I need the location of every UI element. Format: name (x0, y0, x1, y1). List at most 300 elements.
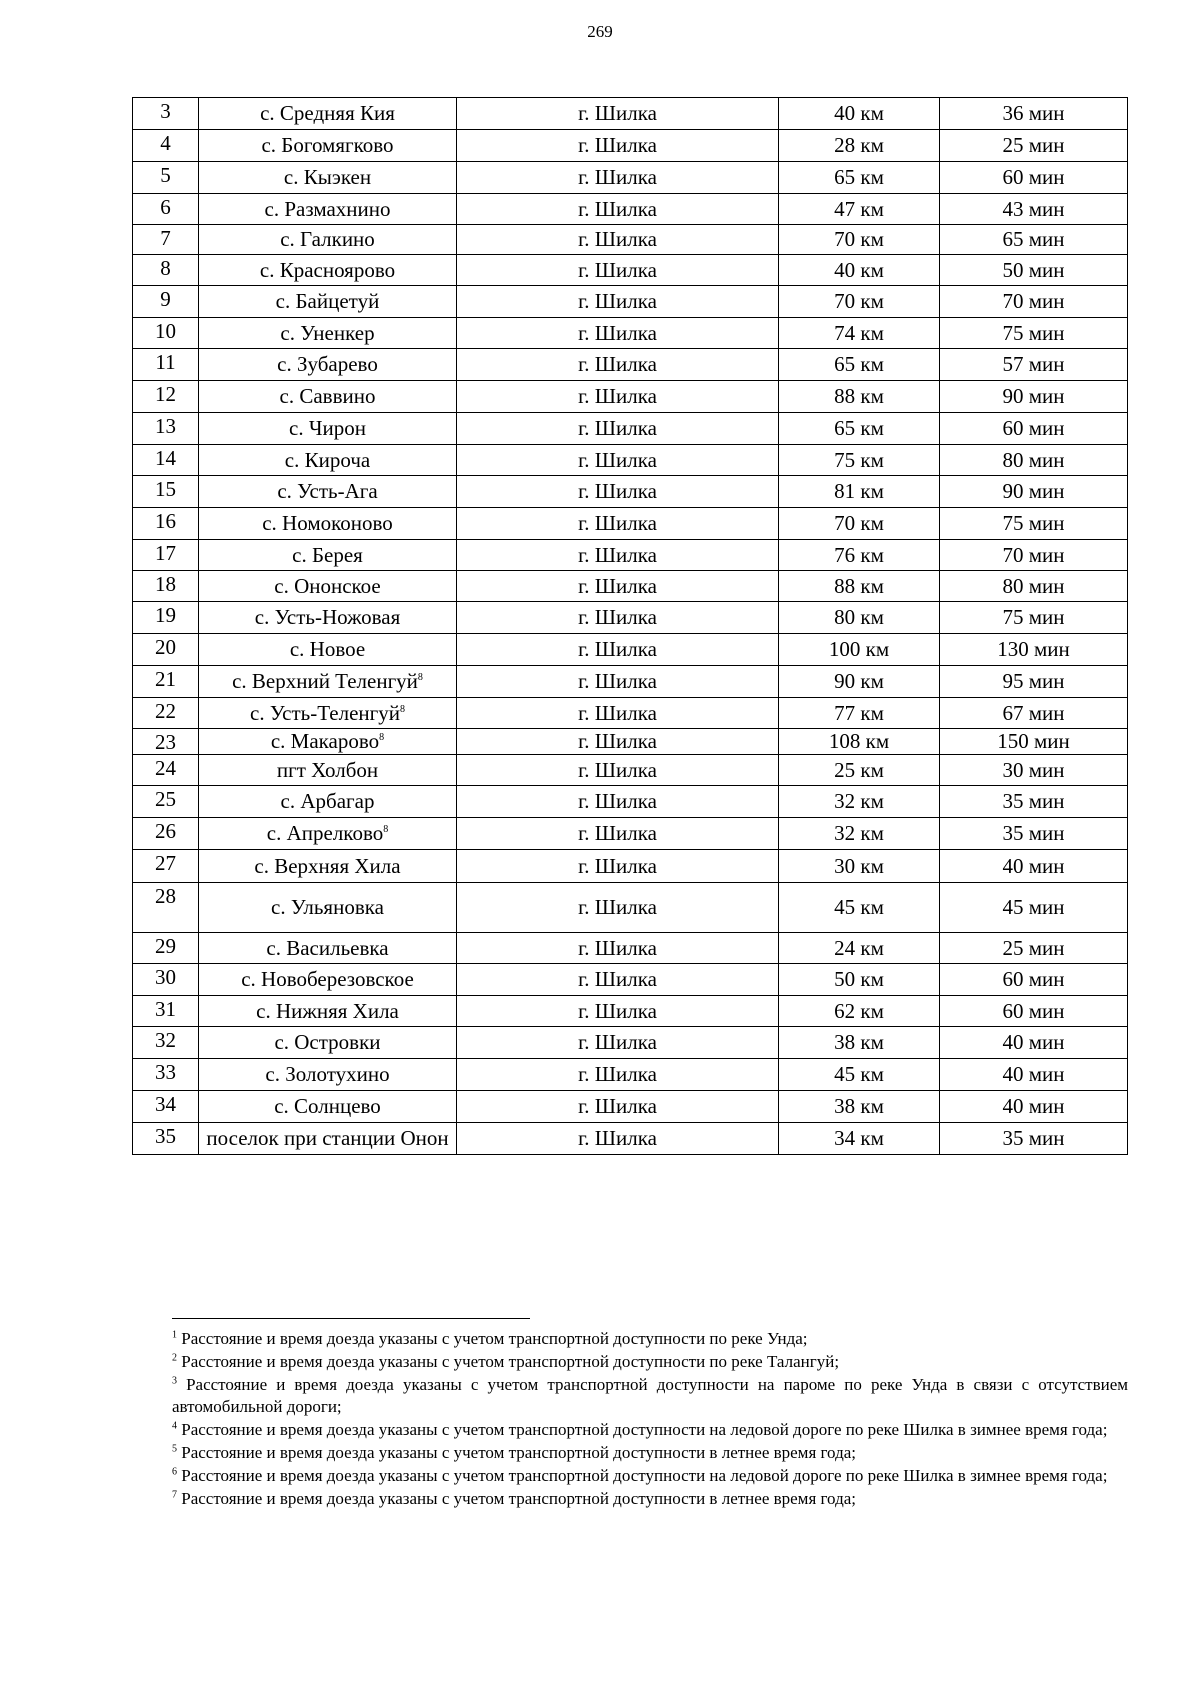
destination-cell-text: г. Шилка (578, 998, 657, 1023)
distance-cell-text: 34 км (834, 1126, 884, 1150)
settlement-cell-text: с. Байцетуй (275, 289, 380, 313)
row-number-cell (133, 194, 199, 225)
row-number-cell (133, 666, 199, 698)
settlement-cell (199, 445, 457, 476)
settlement-cell-text: с. Нижняя Хила (256, 998, 399, 1023)
distance-cell (779, 476, 940, 508)
distance-cell (779, 162, 940, 194)
destination-cell (457, 850, 779, 883)
settlement-cell (199, 508, 457, 540)
settlement-cell-text: с. Усть-Ага (277, 479, 378, 503)
travel-time-cell-text: 43 мин (1002, 196, 1065, 221)
distance-cell-text: 70 км (834, 289, 884, 313)
distance-cell (779, 194, 940, 225)
settlement-cell-text: пгт Холбон (276, 757, 379, 782)
table-row (133, 850, 1128, 883)
distance-cell (779, 964, 940, 996)
row-number-cell (133, 540, 199, 571)
destination-cell (457, 964, 779, 996)
travel-time-cell (940, 729, 1128, 755)
footnote-mark: 5 (172, 1443, 177, 1455)
settlement-cell (199, 996, 457, 1027)
table-row (133, 996, 1128, 1027)
distance-cell-text: 28 км (834, 133, 884, 157)
travel-time-cell-text: 35 мин (1002, 1126, 1065, 1150)
settlement-cell (199, 818, 457, 850)
settlement-cell-text: с. Арбагар (280, 789, 375, 813)
footnote-reference: 8 (379, 732, 385, 743)
travel-time-cell (940, 1059, 1128, 1091)
row-number-cell-text: 23 (155, 730, 176, 754)
row-number-cell-text: 22 (155, 699, 176, 723)
distance-cell (779, 508, 940, 540)
distance-cell-text: 47 км (834, 196, 884, 221)
row-number-cell (133, 729, 199, 755)
distance-cell-text: 45 км (834, 895, 884, 919)
travel-time-cell (940, 381, 1128, 413)
destination-cell-text: г. Шилка (578, 700, 657, 725)
row-number-cell (133, 850, 199, 883)
destination-cell (457, 818, 779, 850)
settlement-cell (199, 413, 457, 445)
distance-cell-text: 77 км (834, 700, 884, 725)
distance-cell (779, 540, 940, 571)
settlement-cell-text: с. Зубарево (277, 352, 378, 376)
footnote-mark: 2 (172, 1352, 177, 1364)
settlement-cell-text: с. Ульяновка (271, 895, 384, 919)
table-row (133, 476, 1128, 508)
distance-cell (779, 666, 940, 698)
distance-cell (779, 445, 940, 476)
distance-cell-text: 80 км (834, 605, 884, 629)
row-number-cell-text: 26 (155, 819, 176, 843)
distance-cell-text: 30 км (834, 853, 884, 878)
travel-time-cell (940, 413, 1128, 445)
settlement-cell (199, 850, 457, 883)
destination-cell-text: г. Шилка (578, 257, 657, 282)
footnote-text: Расстояние и время доезда указаны с учетом транспортной доступности в летнее время года; (181, 1443, 856, 1462)
distance-cell (779, 1123, 940, 1155)
table-row (133, 786, 1128, 818)
row-number-cell (133, 996, 199, 1027)
destination-cell (457, 698, 779, 729)
destination-cell-text: г. Шилка (578, 352, 657, 376)
table-row (133, 1091, 1128, 1123)
row-number-cell (133, 571, 199, 602)
destination-cell (457, 1059, 779, 1091)
settlement-cell-text: с. Галкино (280, 227, 375, 251)
row-number-cell-text: 34 (155, 1092, 176, 1116)
distance-cell-text: 75 км (834, 447, 884, 472)
settlement-cell-text: с. Кыэкен (283, 165, 372, 189)
destination-cell-text: г. Шилка (578, 101, 657, 125)
distance-cell-text: 65 км (834, 352, 884, 376)
table-row (133, 255, 1128, 286)
row-number-cell-text: 25 (155, 787, 176, 811)
row-number-cell-text: 30 (155, 965, 176, 989)
destination-cell (457, 476, 779, 508)
destination-cell-text: г. Шилка (578, 196, 657, 221)
destination-cell (457, 1091, 779, 1123)
row-number-cell-text: 7 (160, 226, 171, 250)
travel-time-cell-text: 25 мин (1002, 133, 1065, 157)
destination-cell (457, 318, 779, 349)
destination-cell-text: г. Шилка (578, 729, 657, 753)
distance-cell (779, 698, 940, 729)
destination-cell (457, 786, 779, 818)
destination-cell-text: г. Шилка (578, 821, 657, 845)
destination-cell (457, 1123, 779, 1155)
row-number-cell (133, 381, 199, 413)
travel-time-cell-text: 40 мин (1002, 853, 1065, 878)
row-number-cell-text: 6 (160, 195, 171, 219)
travel-time-cell-text: 65 мин (1002, 227, 1065, 251)
destination-cell-text: г. Шилка (578, 1062, 657, 1086)
settlement-cell-text: с. Берея (292, 542, 363, 567)
distance-cell (779, 996, 940, 1027)
settlement-cell (199, 729, 457, 755)
destination-cell (457, 286, 779, 318)
distance-cell-text: 50 км (834, 967, 884, 991)
distance-cell-text: 108 км (828, 729, 890, 753)
footnote-mark: 6 (172, 1466, 177, 1478)
distance-cell (779, 818, 940, 850)
row-number-cell-text: 28 (155, 884, 176, 908)
row-number-cell-text: 12 (155, 382, 176, 406)
settlement-cell (199, 318, 457, 349)
travel-time-cell (940, 445, 1128, 476)
row-number-cell (133, 476, 199, 508)
settlement-cell-text: с. Уненкер (280, 320, 375, 345)
table-row (133, 540, 1128, 571)
distance-cell (779, 1027, 940, 1059)
row-number-cell (133, 445, 199, 476)
footnote-item (172, 1442, 1128, 1464)
travel-time-cell-text: 60 мин (1002, 416, 1065, 440)
distance-cell-text: 100 км (828, 637, 890, 661)
settlement-cell (199, 755, 457, 786)
travel-time-cell (940, 571, 1128, 602)
row-number-cell (133, 698, 199, 729)
distance-cell-text: 24 км (834, 935, 884, 960)
row-number-cell-text: 13 (155, 414, 176, 438)
settlement-cell (199, 194, 457, 225)
travel-time-cell (940, 318, 1128, 349)
row-number-cell (133, 286, 199, 318)
footnote-item (172, 1328, 1128, 1350)
distance-cell-text: 45 км (834, 1062, 884, 1086)
settlement-cell-text: с. Номоконово (262, 511, 393, 535)
destination-cell-text: г. Шилка (578, 165, 657, 189)
settlement-cell-text: с. Кироча (284, 447, 371, 472)
table-row (133, 1059, 1128, 1091)
settlement-cell-text: с. Новоберезовское (241, 967, 414, 991)
footnotes (172, 1328, 1128, 1511)
settlement-cell-text: с. Золотухино (265, 1062, 390, 1086)
distance-cell-text: 88 км (834, 573, 884, 598)
table-row (133, 130, 1128, 162)
footnote-mark: 4 (172, 1420, 177, 1432)
row-number-cell-text: 9 (160, 287, 171, 311)
settlement-cell (199, 1123, 457, 1155)
travel-time-cell-text: 35 мин (1002, 821, 1065, 845)
travel-time-cell (940, 786, 1128, 818)
travel-time-cell-text: 90 мин (1002, 384, 1065, 408)
destination-cell (457, 194, 779, 225)
footnote-reference: 8 (417, 672, 423, 683)
destination-cell-text: г. Шилка (578, 227, 657, 251)
row-number-cell-text: 24 (155, 756, 176, 780)
row-number-cell (133, 225, 199, 255)
settlement-cell (199, 883, 457, 933)
distance-cell (779, 286, 940, 318)
travel-time-cell-text: 40 мин (1002, 1094, 1065, 1118)
row-number-cell (133, 1123, 199, 1155)
destination-cell (457, 445, 779, 476)
table-row (133, 698, 1128, 729)
settlement-cell (199, 786, 457, 818)
footnote-mark: 1 (172, 1329, 177, 1341)
row-number-cell-text: 33 (155, 1060, 176, 1084)
row-number-cell (133, 883, 199, 933)
distance-cell-text: 25 км (834, 757, 884, 782)
settlement-cell (199, 98, 457, 130)
settlement-cell (199, 286, 457, 318)
settlement-cell-text: с. Чирон (289, 416, 366, 440)
row-number-cell-text: 19 (155, 603, 176, 627)
row-number-cell-text: 18 (155, 572, 176, 596)
table-row (133, 445, 1128, 476)
distance-cell-text: 70 км (834, 227, 884, 251)
distance-cell-text: 65 км (834, 416, 884, 440)
destination-cell-text: г. Шилка (578, 637, 657, 661)
destination-cell-text: г. Шилка (578, 853, 657, 878)
distance-cell-text: 81 км (834, 479, 884, 503)
row-number-cell (133, 1091, 199, 1123)
settlement-cell-text: с. Верхний Теленгуй (232, 669, 418, 693)
distance-cell (779, 413, 940, 445)
row-number-cell (133, 933, 199, 964)
destination-cell-text: г. Шилка (578, 133, 657, 157)
row-number-cell (133, 1059, 199, 1091)
settlement-cell (199, 1059, 457, 1091)
destination-cell (457, 162, 779, 194)
distance-cell-text: 62 км (834, 998, 884, 1023)
destination-cell-text: г. Шилка (578, 789, 657, 813)
destination-cell (457, 413, 779, 445)
row-number-cell (133, 162, 199, 194)
destination-cell-text: г. Шилка (578, 573, 657, 598)
settlement-cell (199, 933, 457, 964)
settlement-cell-text: с. Ононское (274, 573, 381, 598)
table-row (133, 225, 1128, 255)
destination-cell-text: г. Шилка (578, 289, 657, 313)
table-row (133, 602, 1128, 634)
destination-cell (457, 602, 779, 634)
footnote-item (172, 1419, 1128, 1441)
row-number-cell-text: 8 (160, 256, 171, 280)
row-number-cell-text: 14 (155, 446, 176, 470)
travel-time-cell (940, 698, 1128, 729)
destination-cell (457, 349, 779, 381)
settlement-cell-text: с. Островки (274, 1030, 381, 1054)
travel-time-cell-text: 60 мин (1002, 998, 1065, 1023)
destination-cell (457, 883, 779, 933)
row-number-cell-text: 29 (155, 934, 176, 958)
distance-cell-text: 40 км (834, 101, 884, 125)
destination-cell-text: г. Шилка (578, 1030, 657, 1054)
row-number-cell (133, 130, 199, 162)
destination-cell-text: г. Шилка (578, 757, 657, 782)
destination-cell-text: г. Шилка (578, 320, 657, 345)
settlement-cell-text: с. Макарово (270, 729, 380, 753)
row-number-cell-text: 35 (155, 1124, 176, 1148)
distance-cell (779, 318, 940, 349)
travel-time-cell (940, 349, 1128, 381)
travel-time-cell (940, 1123, 1128, 1155)
settlement-cell-text: с. Размахнино (264, 196, 391, 221)
travel-time-cell (940, 476, 1128, 508)
distance-cell-text: 76 км (834, 542, 884, 567)
settlement-cell-text: с. Васильевка (266, 935, 389, 960)
settlement-cell (199, 1091, 457, 1123)
row-number-cell-text: 20 (155, 635, 176, 659)
distance-cell-text: 70 км (834, 511, 884, 535)
row-number-cell (133, 349, 199, 381)
table-row (133, 883, 1128, 933)
destination-cell (457, 634, 779, 666)
travel-time-cell-text: 90 мин (1002, 479, 1065, 503)
distance-cell-text: 88 км (834, 384, 884, 408)
travel-time-cell-text: 25 мин (1002, 935, 1065, 960)
travel-time-cell-text: 67 мин (1002, 700, 1065, 725)
destination-cell (457, 508, 779, 540)
footnote-separator (172, 1318, 530, 1319)
footnote-text: Расстояние и время доезда указаны с учетом транспортной доступности на пароме по реке Унда в связи с отсутствием автомобильной дороги; (172, 1375, 1129, 1416)
destination-cell-text: г. Шилка (578, 542, 657, 567)
table-row (133, 349, 1128, 381)
travel-time-cell (940, 255, 1128, 286)
table-row (133, 964, 1128, 996)
settlement-cell (199, 602, 457, 634)
distance-cell (779, 634, 940, 666)
destination-cell-text: г. Шилка (578, 935, 657, 960)
destination-cell (457, 1027, 779, 1059)
travel-time-cell (940, 225, 1128, 255)
row-number-cell (133, 255, 199, 286)
travel-time-cell-text: 80 мин (1002, 447, 1065, 472)
table-row (133, 508, 1128, 540)
table-row (133, 381, 1128, 413)
settlement-cell (199, 964, 457, 996)
travel-time-cell-text: 130 мин (997, 637, 1070, 661)
settlement-cell (199, 162, 457, 194)
distance-cell-text: 38 км (834, 1030, 884, 1054)
destination-cell-text: г. Шилка (578, 511, 657, 535)
distance-cell-text: 74 км (834, 320, 884, 345)
travel-time-cell (940, 540, 1128, 571)
settlement-cell-text: с. Усть-Теленгуй (250, 700, 400, 725)
settlement-cell (199, 349, 457, 381)
row-number-cell-text: 11 (155, 350, 176, 374)
footnote-reference: 8 (383, 824, 389, 835)
footnote-mark: 7 (172, 1489, 177, 1501)
row-number-cell-text: 4 (160, 131, 171, 155)
travel-time-cell-text: 36 мин (1002, 101, 1065, 125)
travel-time-cell-text: 45 мин (1002, 895, 1065, 919)
distance-table (132, 97, 1128, 1155)
travel-time-cell (940, 194, 1128, 225)
settlement-cell (199, 540, 457, 571)
footnote-text: Расстояние и время доезда указаны с учетом транспортной доступности на ледовой дороге по реке Шилка в зимнее время года; (181, 1420, 1108, 1439)
travel-time-cell-text: 30 мин (1002, 757, 1065, 782)
travel-time-cell-text: 95 мин (1002, 669, 1065, 693)
travel-time-cell-text: 40 мин (1002, 1030, 1065, 1054)
settlement-cell (199, 381, 457, 413)
table-row (133, 98, 1128, 130)
travel-time-cell-text: 50 мин (1002, 257, 1065, 282)
row-number-cell-text: 31 (155, 997, 176, 1021)
settlement-cell-text: с. Усть-Ножовая (254, 605, 401, 629)
settlement-cell-text: с. Новое (289, 637, 366, 661)
row-number-cell-text: 16 (155, 509, 176, 533)
row-number-cell-text: 5 (160, 163, 171, 187)
row-number-cell (133, 755, 199, 786)
settlement-cell (199, 698, 457, 729)
travel-time-cell (940, 666, 1128, 698)
settlement-cell-text: с. Богомягково (261, 133, 394, 157)
distance-cell-text: 32 км (834, 821, 884, 845)
row-number-cell-text: 10 (155, 319, 176, 343)
distance-cell-text: 90 км (834, 669, 884, 693)
travel-time-cell-text: 60 мин (1002, 165, 1065, 189)
distance-cell (779, 1091, 940, 1123)
destination-cell (457, 98, 779, 130)
travel-time-cell (940, 850, 1128, 883)
settlement-cell (199, 225, 457, 255)
page-number: 269 (587, 22, 613, 41)
row-number-cell (133, 508, 199, 540)
travel-time-cell (940, 964, 1128, 996)
destination-cell (457, 130, 779, 162)
destination-cell (457, 729, 779, 755)
settlement-cell (199, 255, 457, 286)
distance-cell (779, 255, 940, 286)
row-number-cell (133, 1027, 199, 1059)
destination-cell (457, 255, 779, 286)
table-body (133, 98, 1128, 1155)
distance-cell (779, 850, 940, 883)
travel-time-cell (940, 286, 1128, 318)
travel-time-cell-text: 75 мин (1002, 320, 1065, 345)
travel-time-cell (940, 162, 1128, 194)
table-row (133, 755, 1128, 786)
table-row (133, 1027, 1128, 1059)
distance-cell (779, 571, 940, 602)
settlement-cell (199, 476, 457, 508)
settlement-cell-text: с. Средняя Кия (260, 101, 395, 125)
distance-cell (779, 933, 940, 964)
destination-cell-text: г. Шилка (578, 479, 657, 503)
table-row (133, 818, 1128, 850)
table-row (133, 666, 1128, 698)
travel-time-cell (940, 933, 1128, 964)
travel-time-cell-text: 40 мин (1002, 1062, 1065, 1086)
row-number-cell-text: 27 (155, 851, 176, 875)
footnote-text: Расстояние и время доезда указаны с учетом транспортной доступности на ледовой дороге по реке Шилка в зимнее время года; (181, 1466, 1108, 1485)
table-row (133, 286, 1128, 318)
settlement-cell (199, 571, 457, 602)
